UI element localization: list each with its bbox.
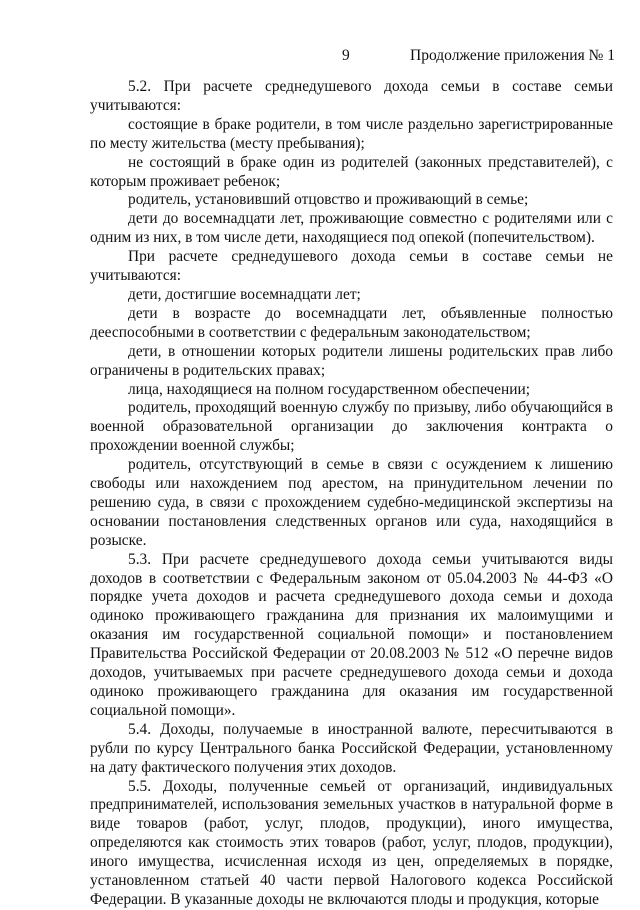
paragraph-5-4: 5.4. Доходы, получаемые в иностранной валюте, пересчитываются в рубли по курсу Центрального банка Российской Федерации, установленному на дату фактического получения этих доходов. bbox=[90, 720, 613, 776]
header-title: Продолжение приложения № 1 bbox=[410, 47, 615, 64]
paragraph-military-service: родитель, проходящий военную службу по призыву, либо обучающийся в военной образовательной организации до заключения контракта о прохождении военной службы; bbox=[90, 399, 613, 455]
paragraph-adult-children: дети, достигшие восемнадцати лет; bbox=[128, 285, 361, 303]
paragraph-absent-parent: родитель, отсутствующий в семье в связи с осуждением к лишению свободы или нахождением под арестом, на принудительном лечении по решению суда, в связи с прохождением судебно-медицинской экспертизы на основании постановления следственных органов или суда, находящийся в розыске. bbox=[90, 456, 613, 549]
paragraph-5-3: 5.3. При расчете среднедушевого дохода семьи учитываются виды доходов в соответствии с Федеральным законом от 05.04.2003 № 44-ФЗ «О порядке учета доходов и расчета среднедушевого дохода семьи и дохода одиноко проживающего гражданина для признания их малоимущими и оказания им государственной социальной помощи» и постановлением Правительства Российской Федерации от 20.08.2003 № 512 «О перечне видов доходов, учитываемых при расчете среднедушевого дохода семьи и дохода одиноко проживающего гражданина для оказания им государственной социальной помощи». bbox=[90, 550, 613, 719]
paragraph-5-2-intro: 5.2. При расчете среднедушевого дохода семьи в составе семьи учитываются: bbox=[90, 78, 613, 114]
paragraph-5-5: 5.5. Доходы, полученные семьей от организаций, индивидуальных предпринимателей, использования земельных участков в натуральной форме в виде товаров (работ, услуг, плодов, продукции), иного имущества, определяются как стоимость этих товаров (работ, услуг, плодов, продукции), иного имущества, исчисленная исходя из цен, определяемых в порядке, установленном статьей 40 части первой Налогового кодекса Российской Федерации. В указанные доходы не включаются плоды и продукция, которые bbox=[90, 777, 613, 908]
paragraph-not-counted-intro: При расчете среднедушевого дохода семьи в составе семьи не учитываются: bbox=[90, 248, 613, 285]
document-body bbox=[90, 78, 613, 910]
paragraph-children-under-18: дети до восемнадцати лет, проживающие совместно с родителями или с одним из них, в том числе дети, находящиеся под опекой (попечительством). bbox=[90, 210, 613, 247]
paragraph-unmarried-parent: не состоящий в браке один из родителей (законных представителей), с которым проживает ребенок; bbox=[90, 153, 613, 190]
paragraph-state-support: лица, находящиеся на полном государственном обеспечении; bbox=[128, 380, 530, 398]
paragraph-deprived-rights: дети, в отношении которых родители лишены родительских прав либо ограничены в родительских правах; bbox=[90, 342, 613, 379]
paragraph-married-parents: состоящие в браке родители, в том числе раздельно зарегистрированные по месту жительства (месту пребывания); bbox=[90, 115, 613, 152]
page-number: 9 bbox=[342, 47, 350, 64]
paragraph-emancipated-children: дети в возрасте до восемнадцати лет, объявленные полностью дееспособными в соответствии с федеральным законодательством; bbox=[90, 304, 613, 341]
page-header bbox=[90, 47, 615, 67]
paragraph-paternity-parent: родитель, установивший отцовство и проживающий в семье; bbox=[128, 191, 529, 209]
